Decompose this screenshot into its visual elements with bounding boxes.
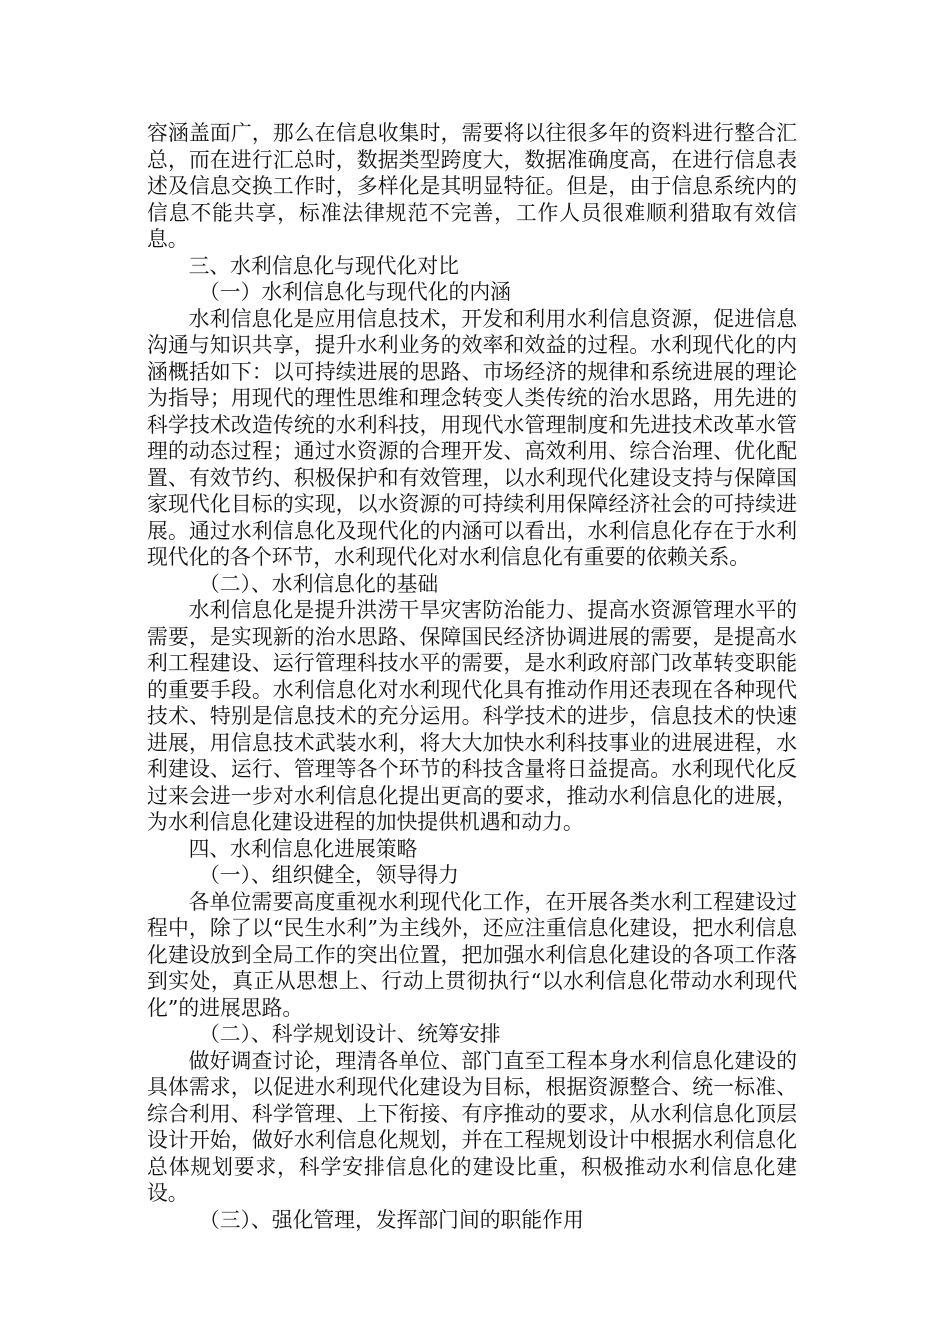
subsection-heading-3-1: （一）水利信息化与现代化的内涵 [199, 280, 511, 304]
section-heading-3: 三、水利信息化与现代化对比 [188, 253, 459, 278]
subsection-heading-4-2: （二）、科学规划设计、统筹安排 [199, 1022, 501, 1046]
subsection-heading-4-1: （一）、组织健全，领导得力 [199, 863, 459, 887]
subsection-heading-3-2: （二）、水利信息化的基础 [199, 571, 439, 596]
paragraph-continued: 容涵盖面广，那么在信息收集时，需要将以往很多年的资料进行整合汇总，而在进行汇总时，数据类型跨度大，数据准确度高，在进行信息表述及信息交换工作时，多样化是其明显特征。但是，由于信息系统内的信息不能共享，标准法律规范不完善，工作人员很难顺利猎取有效信息。 [147, 121, 797, 251]
paragraph: 做好调查讨论，理清各单位、部门直至工程本身水利信息化建设的具体需求，以促进水利现代化建设为目标，根据资源整合、统一标准、综合利用、科学管理、上下衔接、有序推动的要求，从水利信息化顶层设计开始，做好水利信息化规划，并在工程规划设计中根据水利信息化总体规划要求，科学安排信息化的建设比重，积极推动水利信息化建设。 [147, 1048, 797, 1205]
subsection-heading-4-3: （三）、强化管理，发挥部门间的职能作用 [199, 1207, 584, 1232]
paragraph: 水利信息化是提升洪涝干旱灾害防治能力、提高水资源管理水平的需要，是实现新的治水思路、保障国民经济协调进展的需要，是提高水利工程建设、运行管理科技水平的需要，是水利政府部门改革转变职能的重要手段。水利信息化对水利现代化具有推动作用还表现在各种现代技术、特别是信息技术的充分运用。科学技术的进步，信息技术的快速进展，用信息技术武装水利，将大大加快水利科技事业的进展进程，水利建设、运行、管理等各个环节的科技含量将日益提高。水利现代化反过来会进一步对水利信息化提出更高的要求，推动水利信息化的进展，为水利信息化建设进程的加快提供机遇和动力。 [147, 598, 797, 834]
paragraph: 水利信息化是应用信息技术，开发和利用水利信息资源，促进信息沟通与知识共享，提升水利业务的效率和效益的过程。水利现代化的内涵概括如下：以可持续进展的思路、市场经济的规律和系统进展的理论为指导；用现代的理性思维和理念转变人类传统的治水思路，用先进的科学技术改造传统的水利科技，用现代水管理制度和先进技术改革水管理的动态过程；通过水资源的合理开发、高效利用、综合治理、优化配置、有效节约、积极保护和有效管理，以水利现代化建设支持与保障国家现代化目标的实现，以水资源的可持续利用保障经济社会的可持续进展。通过水利信息化及现代化的内涵可以看出，水利信息化存在于水利现代化的各个环节，水利现代化对水利信息化有重要的依赖关系。 [147, 306, 797, 569]
paragraph: 各单位需要高度重视水利现代化工作，在开展各类水利工程建设过程中，除了以“民生水利”为主线外，还应注重信息化建设，把水利信息化建设放到全局工作的突出位置，把加强水利信息化建设的各项工作落到实处，真正从思想上、行动上贯彻执行“以水利信息化带动水利现代化”的进展思路。 [147, 889, 797, 1020]
document-page [147, 120, 797, 1233]
section-heading-4: 四、水利信息化进展策略 [188, 836, 418, 861]
